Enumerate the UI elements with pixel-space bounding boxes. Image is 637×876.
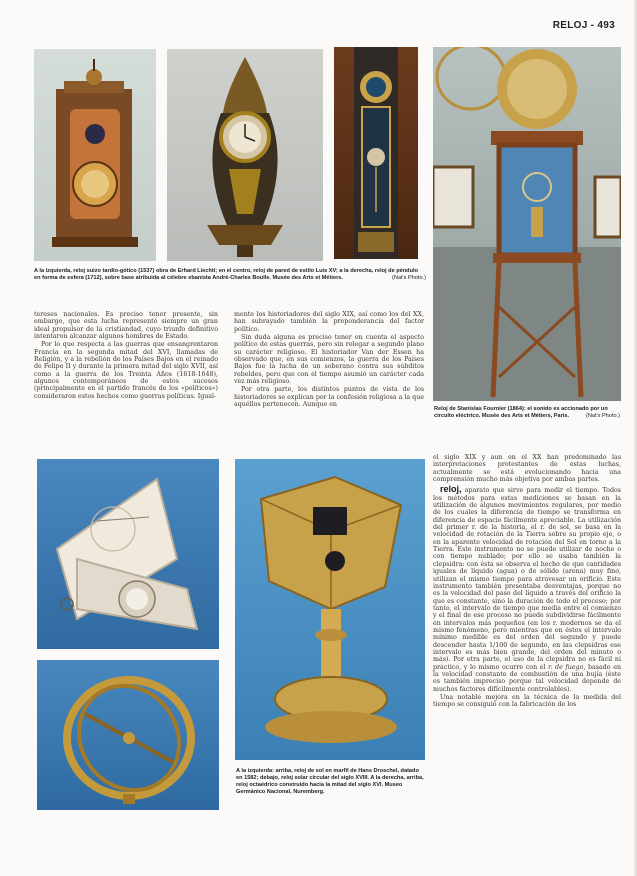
text-column-2: mente los historiadores del siglo XIX, así como los del XX, han subrayado también la preponderancia del factor político. Sin duda alguna es preciso tener en cuenta el aspecto político de estas guerras, pero sin relegar a segundo plano su carácter religioso. El historiador Van der Essen ha observado que, en sus comienzos, la guerra de los Países Bajos fue la lucha de un soberano contra sus súbditos rebeldes, pero que con el tiempo asumió un carácter cada vez más religioso. Por otra parte, los distintos puntos de vista de los historiadores se explican por la confesión religiosa a la que aquéllos pertenecen. Aunque en	[234, 311, 424, 409]
running-title: RELOJ - 493	[552, 20, 615, 31]
text-column-1: tereses nacionales. Es preciso tener presente, sin embargo, que esta lucha representó siempre un gran ideal propulsor de la cristiandad, cuyo triunfo definitivo intentaron alcanzar algunos hombres de Estado. Por lo que respecta a las guerras que ensangrentaron Francia en la segunda mitad del XVI, llamadas de Religión, y a la rebelión de los Países Bajos en el reinado de Felipe II y durante la primera mitad del siglo XVII, así como a la guerra de los Treinta Años (1618-1648), algunos contemporáneos de estos sucesos (principalmente en el partido francés de los «políticos») consideraron estos hechos como guerras políticas. Igual-	[34, 311, 218, 400]
photo-octahedral-clock	[235, 459, 425, 760]
photo-fournier-electric-clock	[433, 47, 621, 401]
caption-sundials: A la izquierda: arriba, reloj de sol en marfil de Hans Droschel, datado en 1582; debajo, reloj solar circular del siglo XVIII. A la derecha, arriba, reloj octaédrico construido hacia la mitad del siglo XVI. Museo Germánico Nacional, Nuremberg.	[236, 768, 424, 795]
caption-fournier-clock: Reloj de Stanislas Fournier (1864): el sonido es accionado por un circuito eléctrico. Musée des Arts et Métiers, París. (Nat's Photo.)	[434, 406, 620, 419]
text-column-3-reloj-entry: el siglo XIX y aun en el XX han predominado las interpretaciones protestantes de estas luchas, actualmente se está evolucionando hacia una comprensión mucho más objetiva por ambas partes. reloj, aparato que sirve para medir el tiempo. Todos los métodos para estas mediciones se basan en la utilización de algunos movimientos regulares, por medio de los cuales la diferencia de tiempo se transforma en diferencia de espacio fácilmente apreciable. La utilización del primer r. de la historia, el r. de sol, se basa en la velocidad de rotación de la Tierra sobre su propio eje, o en la aparente velocidad de rotación del Sol en torno a la Tierra. Este instrumento no se puede utilizar de noche o con tiempo nublado; por ello se usaba también la clepsidra: con ésta se observa el hecho de que cantidades iguales de líquido (agua) o de sólido (arena) muy fino, utilizan el mismo tiempo para atravesar un orificio. Este instrumento también presentaba desventajas, porque no es la velocidad del paso del líquido a través del orificio la que es constante, sino la duración de todo el proceso; por tanto, el intervalo de tiempo que media entre el comienzo y el final de ese proceso no puede subdividirse fácilmente en intervalos más pequeños (en los r. modernos se da el mismo fenómeno, pero mientras que en éstos el intervalo mínimo medible es del orden del segundo y puede descender hasta 1/100 de segundo, en las clepsidras ese intervalo es más bien grande, del orden del minuto o más). Por otra parte, el uso de la clepsidra no es fácil ni práctico, y lo mismo ocurre con el r. de fuego, basado en la velocidad constante de combustión de una bujía (éste es también impreciso porque tal velocidad depende de muchos factores difícilmente controlables). Una notable mejora en la técnica de la medida del tiempo se consiguió con la fabricación de los	[433, 454, 621, 709]
photo-ivory-sundial	[37, 459, 219, 649]
photo-gothic-clock	[34, 49, 156, 261]
photo-louis-xv-clock	[167, 49, 323, 261]
photo-circular-sundial	[37, 660, 219, 810]
page-edge-shadow	[633, 0, 637, 876]
caption-top-clocks: A la izquierda, reloj suizo tardío-gótico (1537) obra de Erhard Liechti; en el centro, reloj de pared de estilo Luis XV; a la derecha, reloj de péndulo en forma de esfera (1712), sobre base atribuida al célebre ebanista André-Charles Boulle. Musée des Arts et Métiers. (Nat's Photo.)	[34, 268, 426, 281]
entry-headword: reloj,	[440, 484, 462, 495]
photo-sphere-pendulum-clock	[334, 47, 418, 259]
